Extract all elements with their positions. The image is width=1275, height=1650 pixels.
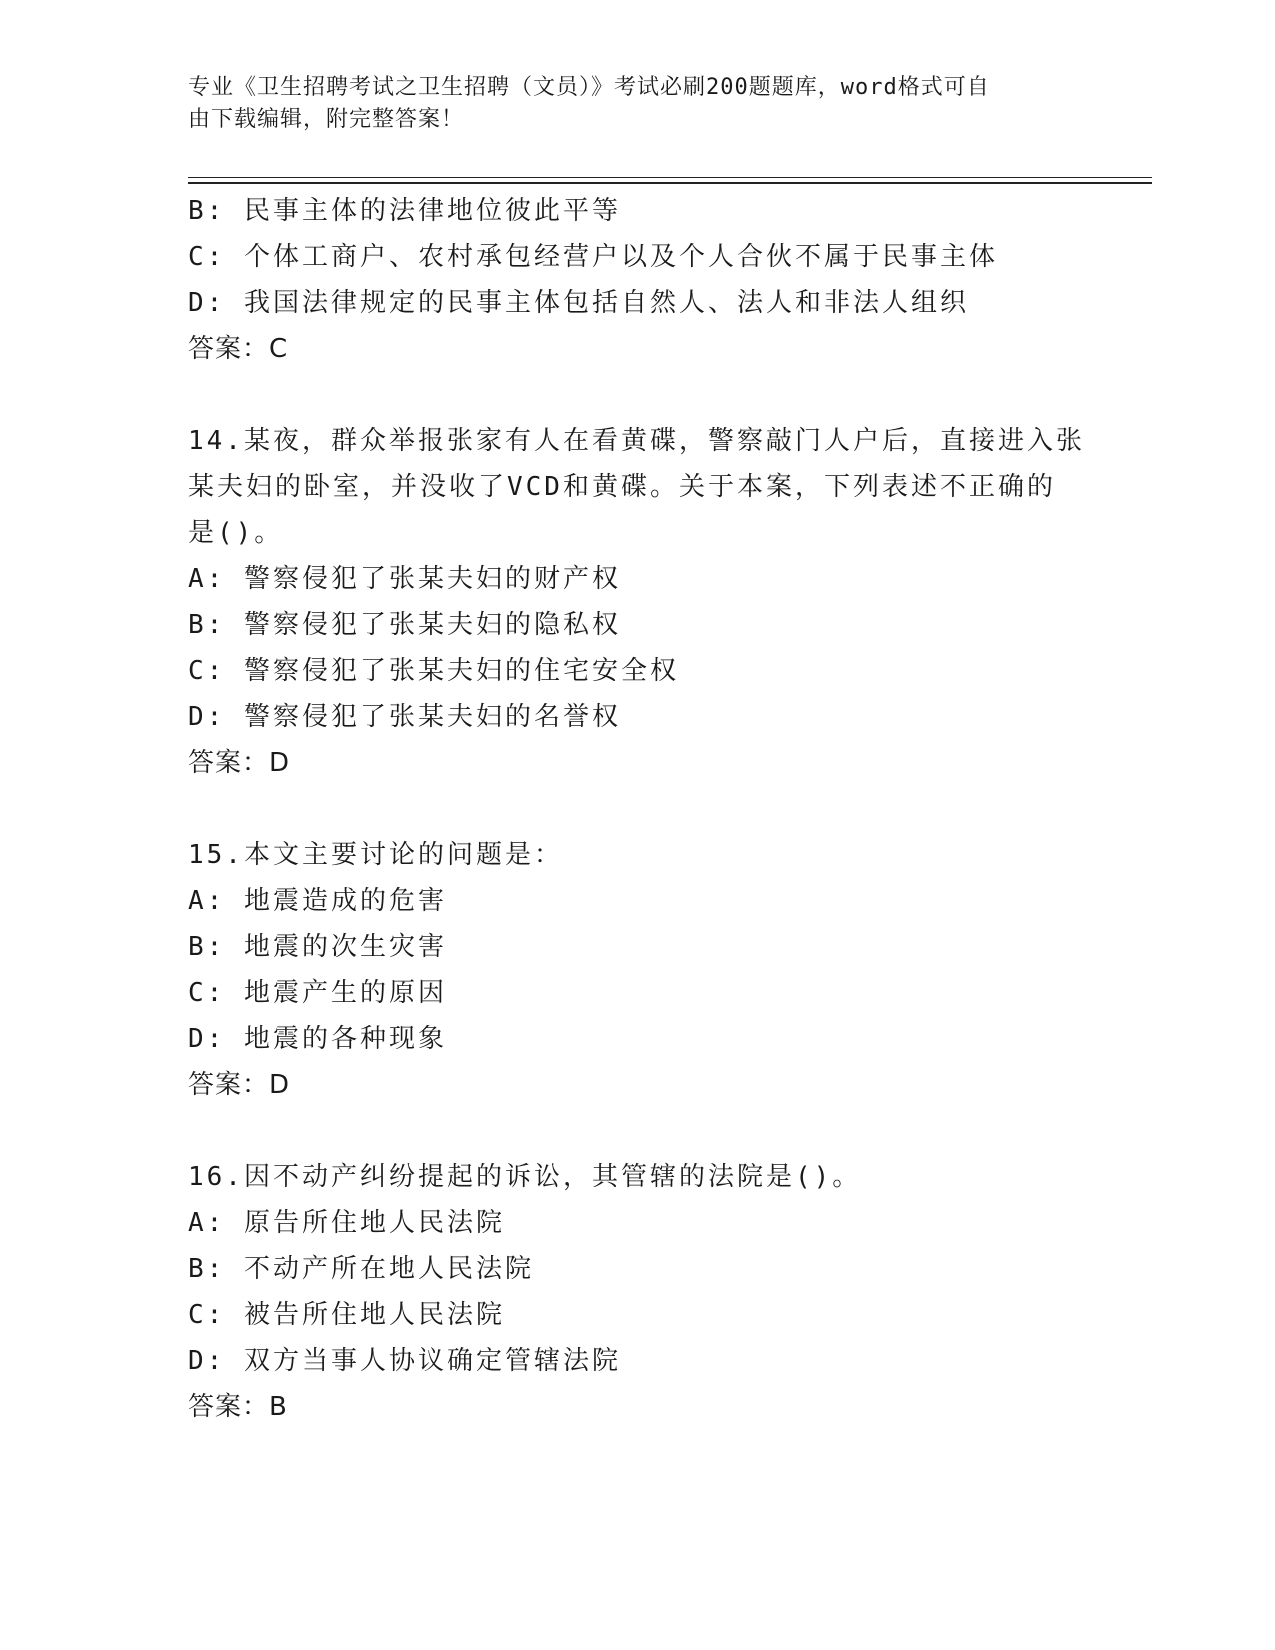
option-b: B: 地震的次生灾害 xyxy=(188,932,447,962)
spacer xyxy=(188,786,1088,832)
answer-label: 答案：B xyxy=(188,1392,288,1422)
option-c: C: 个体工商户、农村承包经营户以及个人合伙不属于民事主体 xyxy=(188,242,998,272)
option-a: A: 地震造成的危害 xyxy=(188,886,447,916)
spacer xyxy=(188,372,1088,418)
option-d: D: 警察侵犯了张某夫妇的名誉权 xyxy=(188,702,621,732)
answer-label: 答案：C xyxy=(188,334,289,364)
question-13 xyxy=(188,188,1088,372)
question-list xyxy=(188,188,1088,1430)
option-c: C: 警察侵犯了张某夫妇的住宅安全权 xyxy=(188,656,679,686)
header-divider-thin xyxy=(188,177,1152,178)
stem-line: 某夫妇的卧室，并没收了VCD和黄碟。关于本案，下列表述不正确的 xyxy=(188,472,1056,502)
spacer xyxy=(188,1108,1088,1154)
option-a: A: 警察侵犯了张某夫妇的财产权 xyxy=(188,564,621,594)
question-15 xyxy=(188,832,1088,1108)
question-stem xyxy=(188,832,1088,878)
option-d: D: 双方当事人协议确定管辖法院 xyxy=(188,1346,621,1376)
document-header xyxy=(188,72,1068,136)
option-c: C: 被告所住地人民法院 xyxy=(188,1300,505,1330)
option-d: D: 地震的各种现象 xyxy=(188,1024,447,1054)
question-stem xyxy=(188,418,1088,556)
stem-line: 16.因不动产纠纷提起的诉讼，其管辖的法院是()。 xyxy=(188,1162,862,1192)
option-d: D: 我国法律规定的民事主体包括自然人、法人和非法人组织 xyxy=(188,288,969,318)
answer-label: 答案：D xyxy=(188,1070,291,1100)
question-16 xyxy=(188,1154,1088,1430)
question-stem xyxy=(188,1154,1088,1200)
stem-line: 15.本文主要讨论的问题是： xyxy=(188,840,563,870)
answer-label: 答案：D xyxy=(188,748,291,778)
option-c: C: 地震产生的原因 xyxy=(188,978,447,1008)
option-b: B: 警察侵犯了张某夫妇的隐私权 xyxy=(188,610,621,640)
option-b: B: 不动产所在地人民法院 xyxy=(188,1254,534,1284)
header-line-2: 由下载编辑，附完整答案！ xyxy=(188,107,465,132)
header-line-1: 专业《卫生招聘考试之卫生招聘（文员）》考试必刷200题题库，word格式可自 xyxy=(188,75,990,100)
header-divider-thick xyxy=(188,182,1152,184)
question-14 xyxy=(188,418,1088,786)
option-a: A: 原告所住地人民法院 xyxy=(188,1208,505,1238)
stem-line: 是()。 xyxy=(188,518,284,548)
option-b: B: 民事主体的法律地位彼此平等 xyxy=(188,196,621,226)
stem-line: 14.某夜，群众举报张家有人在看黄碟，警察敲门人户后，直接进入张 xyxy=(188,426,1085,456)
